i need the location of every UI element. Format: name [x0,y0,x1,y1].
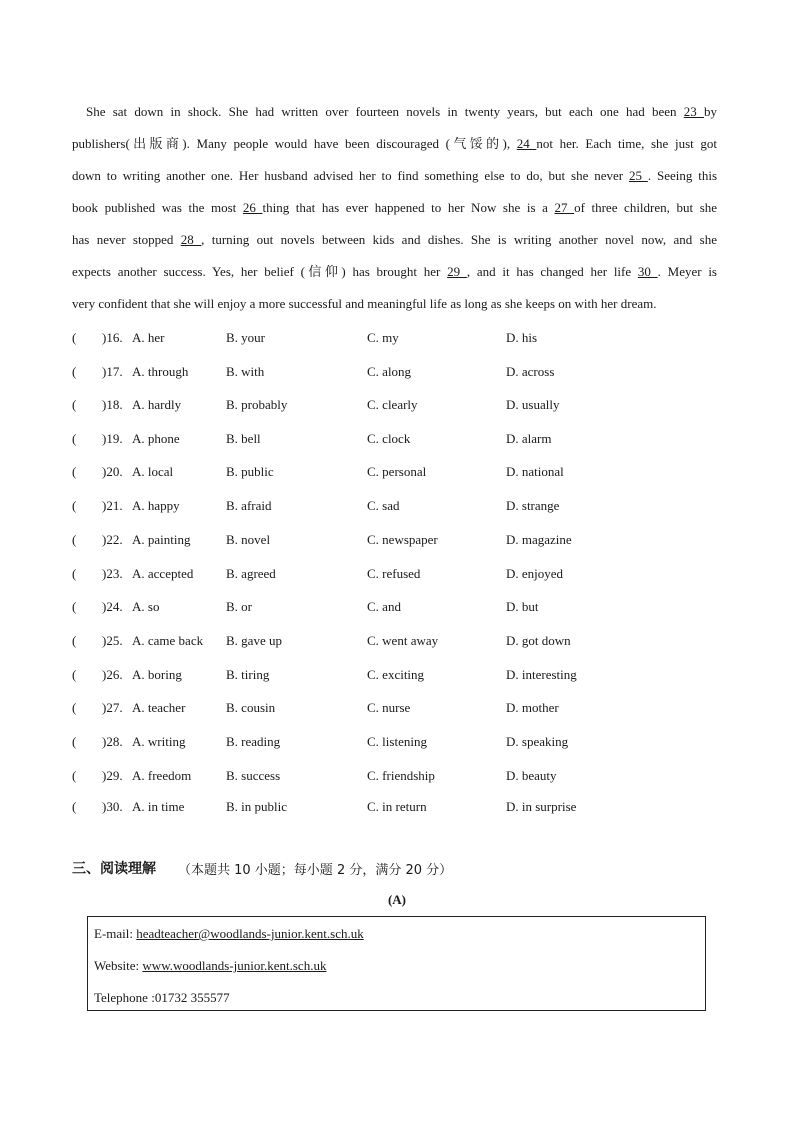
option-a: A. teacher [132,700,186,715]
question-row [72,429,722,449]
option-c: C. clearly [367,397,418,412]
option-a: A. painting [132,532,191,547]
cloze-blank: 28 [180,232,202,247]
passage-text: , and it has changed her life [466,264,638,279]
question-number: )27. [102,700,123,715]
option-b: B. or [226,599,252,614]
option-b: B. reading [226,734,281,749]
answer-bracket: ( [72,397,77,412]
passage-text: of three children, but she [574,200,718,215]
option-c: C. personal [367,464,427,479]
question-number: )24. [102,599,123,614]
option-b: B. afraid [226,498,272,513]
passage-text: by [704,104,717,119]
option-c: C. in return [367,799,427,814]
question-row [72,496,722,516]
option-d: D. interesting [506,667,577,682]
question-number: )18. [102,397,123,412]
passage-text: . Seeing this [647,168,718,183]
passage-text: down to writing another one. Her husband advised her to find something else to do, but she never [72,168,629,183]
option-d: D. magazine [506,532,572,547]
option-b: B. success [226,768,281,783]
answer-bracket: ( [72,667,77,682]
question-row [72,698,722,718]
option-c: C. refused [367,566,421,581]
email-line [94,925,364,943]
option-d: D. strange [506,498,560,513]
option-b: B. public [226,464,274,479]
option-c: C. nurse [367,700,411,715]
question-row [72,732,722,752]
option-b: B. agreed [226,566,276,581]
option-b: B. bell [226,431,261,446]
passage-text: . Meyer is [657,264,717,279]
question-number: )29. [102,768,123,783]
question-row [72,631,722,651]
option-a: A. writing [132,734,186,749]
option-a: A. through [132,364,189,379]
passage-text: publishers(出版商). Many people would have been discouraged (气馁的), [72,136,517,151]
passage-text: She sat down in shock. She had written over fourteen novels in twenty years, but each one had been [86,104,684,119]
website-label: Website: [94,958,143,973]
cloze-passage [72,96,717,320]
option-b: B. novel [226,532,271,547]
cloze-blank: 30 [637,264,658,279]
option-d: D. mother [506,700,559,715]
answer-bracket: ( [72,799,77,814]
passage-text: , turning out novels between kids and dishes. She is writing another novel now, and she [201,232,717,247]
question-number: )28. [102,734,123,749]
website-link[interactable]: www.woodlands-junior.kent.sch.uk [142,958,327,973]
question-number: )20. [102,464,123,479]
option-d: D. but [506,599,539,614]
question-number: )17. [102,364,123,379]
passage-text: book published was the most [72,200,243,215]
passage-text: has never stopped [72,232,181,247]
question-row [72,328,722,348]
option-c: C. exciting [367,667,425,682]
question-row [72,797,722,817]
question-row [72,362,722,382]
option-c: C. my [367,330,399,345]
option-c: C. along [367,364,412,379]
option-b: B. cousin [226,700,276,715]
question-number: )21. [102,498,123,513]
answer-bracket: ( [72,532,77,547]
passage-text: not her. Each time, she just got [536,136,717,151]
question-number: )25. [102,633,123,648]
question-row [72,564,722,584]
option-d: D. national [506,464,564,479]
passage-text: thing that has ever happened to her Now she is a [262,200,555,215]
answer-bracket: ( [72,633,77,648]
option-a: A. in time [132,799,185,814]
answer-bracket: ( [72,768,77,783]
option-a: A. hardly [132,397,182,412]
question-row [72,530,722,550]
question-row [72,766,722,786]
part-label: (A) [387,892,407,907]
passage-text: very confident that she will enjoy a more successful and meaningful life as long as she keeps on with her dream. [72,296,657,311]
cloze-blank: 24 [516,136,537,151]
option-b: B. in public [226,799,288,814]
option-d: D. his [506,330,538,345]
option-a: A. phone [132,431,180,446]
section-title: 三、阅读理解 [72,861,156,877]
email-link[interactable]: headteacher@woodlands-junior.kent.sch.uk [136,926,364,941]
option-a: A. local [132,464,174,479]
option-c: C. friendship [367,768,435,783]
option-c: C. clock [367,431,411,446]
option-a: A. her [132,330,165,345]
answer-bracket: ( [72,364,77,379]
passage-line [72,160,717,192]
option-b: B. gave up [226,633,282,648]
option-a: A. freedom [132,768,192,783]
telephone-line: Telephone :01732 355577 [94,990,230,1005]
option-d: D. across [506,364,555,379]
option-d: D. beauty [506,768,557,783]
question-row [72,462,722,482]
option-d: D. usually [506,397,560,412]
question-row [72,665,722,685]
option-d: D. in surprise [506,799,577,814]
option-a: A. boring [132,667,182,682]
passage-line [72,224,717,256]
answer-bracket: ( [72,431,77,446]
option-d: D. got down [506,633,571,648]
option-c: C. listening [367,734,427,749]
answer-bracket: ( [72,330,77,345]
contact-box [87,916,706,1011]
question-number: )26. [102,667,123,682]
option-b: B. tiring [226,667,270,682]
passage-line [72,96,717,128]
cloze-blank: 26 [242,200,263,215]
question-number: )22. [102,532,123,547]
question-number: )19. [102,431,123,446]
option-c: C. went away [367,633,439,648]
question-number: )30. [102,799,123,814]
option-b: B. with [226,364,265,379]
answer-bracket: ( [72,700,77,715]
answer-bracket: ( [72,566,77,581]
option-a: A. happy [132,498,180,513]
option-d: D. alarm [506,431,552,446]
question-number: )16. [102,330,123,345]
answer-bracket: ( [72,734,77,749]
passage-line [72,256,717,288]
question-number: )23. [102,566,123,581]
email-label: E-mail: [94,926,137,941]
passage-line [72,192,717,224]
cloze-blank: 25 [628,168,648,183]
passage-line [72,288,717,320]
option-c: C. and [367,599,401,614]
passage-text: expects another success. Yes, her belief (信仰) has brought her [72,264,448,279]
answer-bracket: ( [72,464,77,479]
option-a: A. accepted [132,566,194,581]
answer-bracket: ( [72,599,77,614]
option-a: A. came back [132,633,204,648]
option-d: D. speaking [506,734,569,749]
option-c: C. newspaper [367,532,438,547]
passage-line [72,128,717,160]
question-row [72,597,722,617]
option-c: C. sad [367,498,400,513]
cloze-blank: 23 [683,104,704,119]
section-note: （本题共 10 小题；每小题 2 分，满分 20 分） [178,863,453,878]
cloze-blank: 29 [447,264,467,279]
cloze-blank: 27 [554,200,575,215]
option-d: D. enjoyed [506,566,564,581]
question-row [72,395,722,415]
option-b: B. your [226,330,265,345]
option-a: A. so [132,599,160,614]
website-line [94,957,326,975]
answer-bracket: ( [72,498,77,513]
option-b: B. probably [226,397,288,412]
